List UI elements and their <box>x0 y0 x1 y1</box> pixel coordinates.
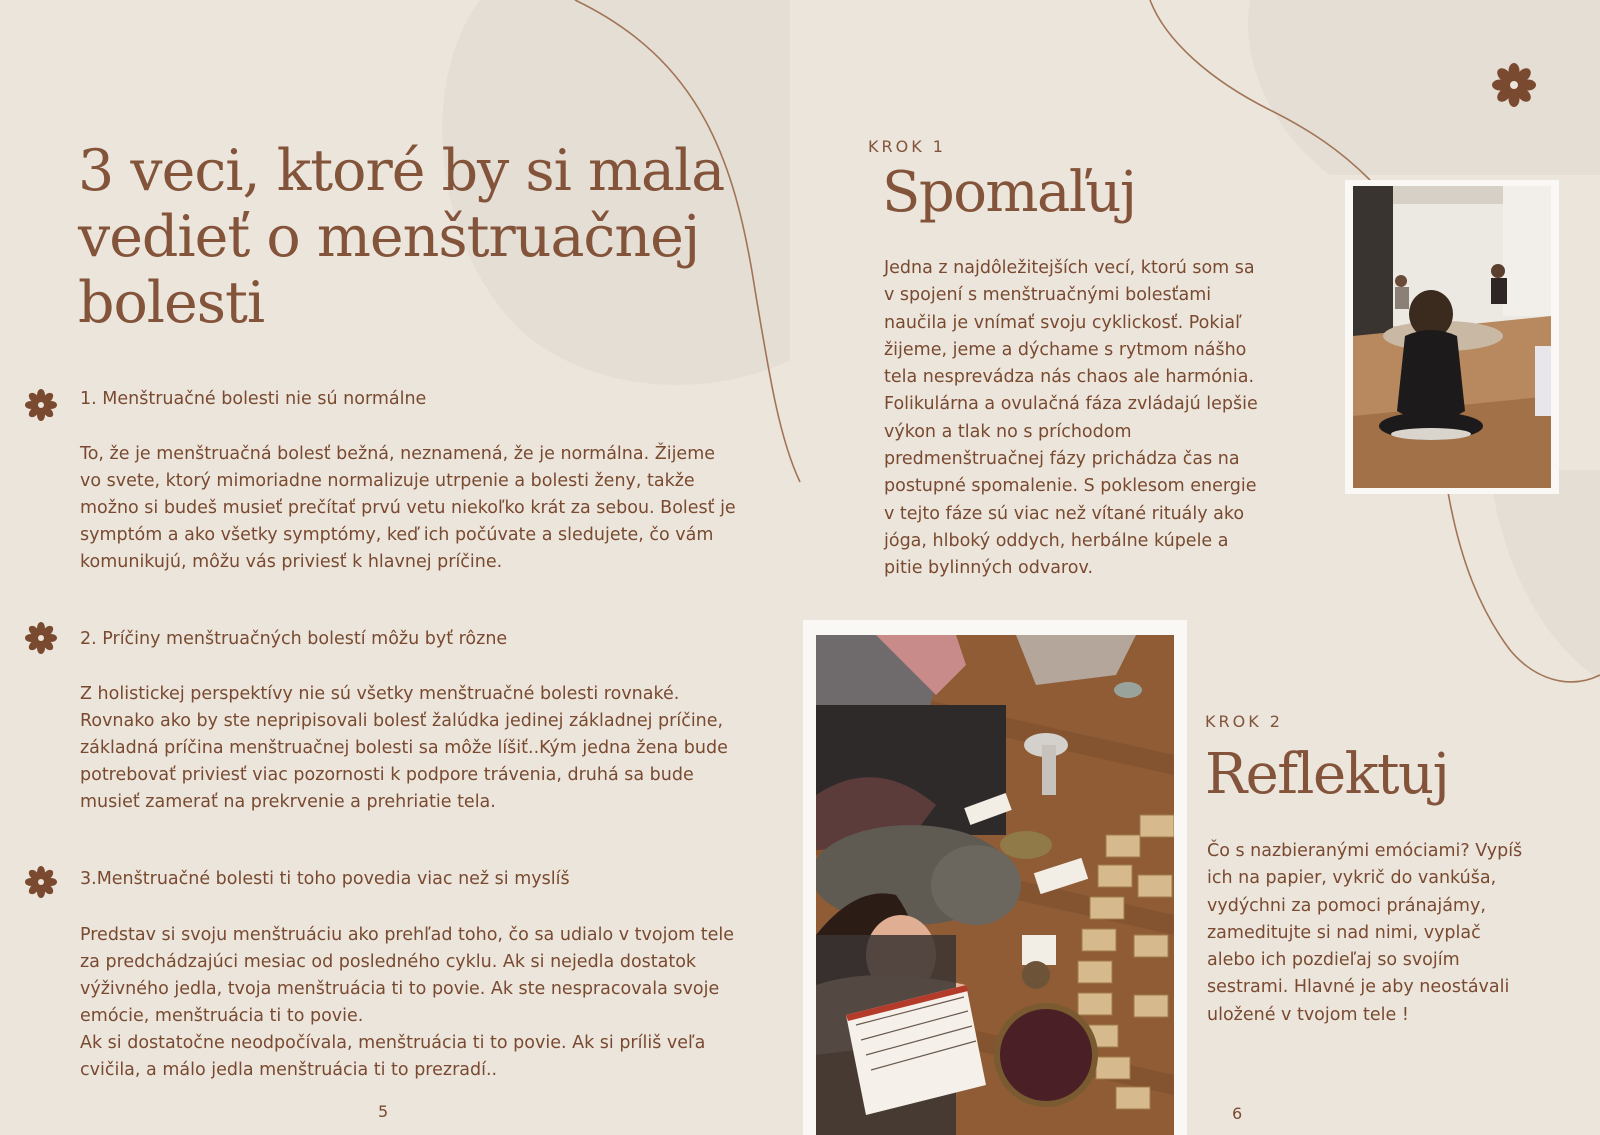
women-circle-photo <box>816 635 1174 1135</box>
point-3-body-continued: Ak si dostatočne neodpočívala, menštruácia ti to povie. Ak si príliš veľa cvičila, a málo jedla menštruácia ti to prezradí.. <box>80 1033 706 1080</box>
step-2-body: Čo s nazbieranými emóciami? Vypíš ich na papier, vykrič do vankúša, vydýchni za pomoci pránajámy, zameditujte si nad nimi, vyplač alebo ich pozdieľaj so svojím sestrami. Hlavné je aby neostávali uložené v tvojom tele ! <box>1207 841 1523 1025</box>
step-2-label: KROK 2 <box>1205 712 1283 731</box>
point-2-heading: 2. Príčiny menštruačných bolestí môžu byť rôzne <box>80 629 508 649</box>
point-2-body: Z holistickej perspektívy nie sú všetky menštruačné bolesti rovnaké. Rovnako ako by ste nepripisovali bolesť žalúdka jedinej základnej príčine, základná príčina menštruačnej bolesti sa môže líšiť..Kým jedna žena bude potrebovať priviesť viac pozornosti k podpore trávenia, druhá sa bude musieť zamerať na prekrvenie a prehriatie tela. <box>80 684 728 812</box>
step-1-body: Jedna z najdôležitejších vecí, ktorú som sa v spojení s menštruačnými bolesťami naučila je vnímať svoju cyklickosť. Pokiaľ žijeme, jeme a dýchame s rytmom nášho tela nesprevádza nás chaos ale harmónia. Folikulárna a ovulačná fáza zvládajú lepšie výkon a tlak no s príchodom predmenštruačnej fázy prichádza čas na postupné spomalenie. S poklesom energie v tejto fáze sú viac než vítané rituály ako jóga, hlboký oddych, herbálne kúpele a pitie bylinných odvarov. <box>884 258 1258 579</box>
step-2-title: Reflektuj <box>1205 742 1449 807</box>
flower-icon <box>24 388 58 422</box>
flower-icon <box>1491 62 1537 108</box>
page-number-left: 5 <box>378 1102 389 1121</box>
flower-icon <box>24 621 58 655</box>
point-3-body: Predstav si svoju menštruáciu ako prehľad toho, čo sa udialo v tvojom tele za predchádzajúci mesiac od posledného cyklu. Ak si nejedla dostatok výživného jedla, tvoja menštruácia ti to povie. Ak ste nespracovala svoje emócie, menštruácia ti to povie. <box>80 925 735 1026</box>
step-1-label: KROK 1 <box>868 137 946 156</box>
yoga-room-photo <box>1353 186 1551 488</box>
step-1-title: Spomaľuj <box>882 160 1136 225</box>
flower-icon <box>24 865 58 899</box>
point-1-heading: 1. Menštruačné bolesti nie sú normálne <box>80 389 427 409</box>
point-1-body: To, že je menštruačná bolesť bežná, neznamená, že je normálna. Žijeme vo svete, ktorý mimoriadne normalizuje utrpenie a bolesti ženy, takže možno si budeš musieť prečítať prvú vetu niekoľko krát za sebou. Bolesť je symptóm a ako všetky symptómy, keď ich počúvate a sledujete, čo vám komunikujú, môžu vás priviesť k hlavnej príčine. <box>80 444 736 572</box>
page-number-right: 6 <box>1232 1104 1243 1123</box>
page-title: 3 veci, ktoré by si mala vedieť o menštruačnej bolesti <box>78 138 725 336</box>
point-3-heading: 3.Menštruačné bolesti ti toho povedia viac než si myslíš <box>80 869 570 889</box>
